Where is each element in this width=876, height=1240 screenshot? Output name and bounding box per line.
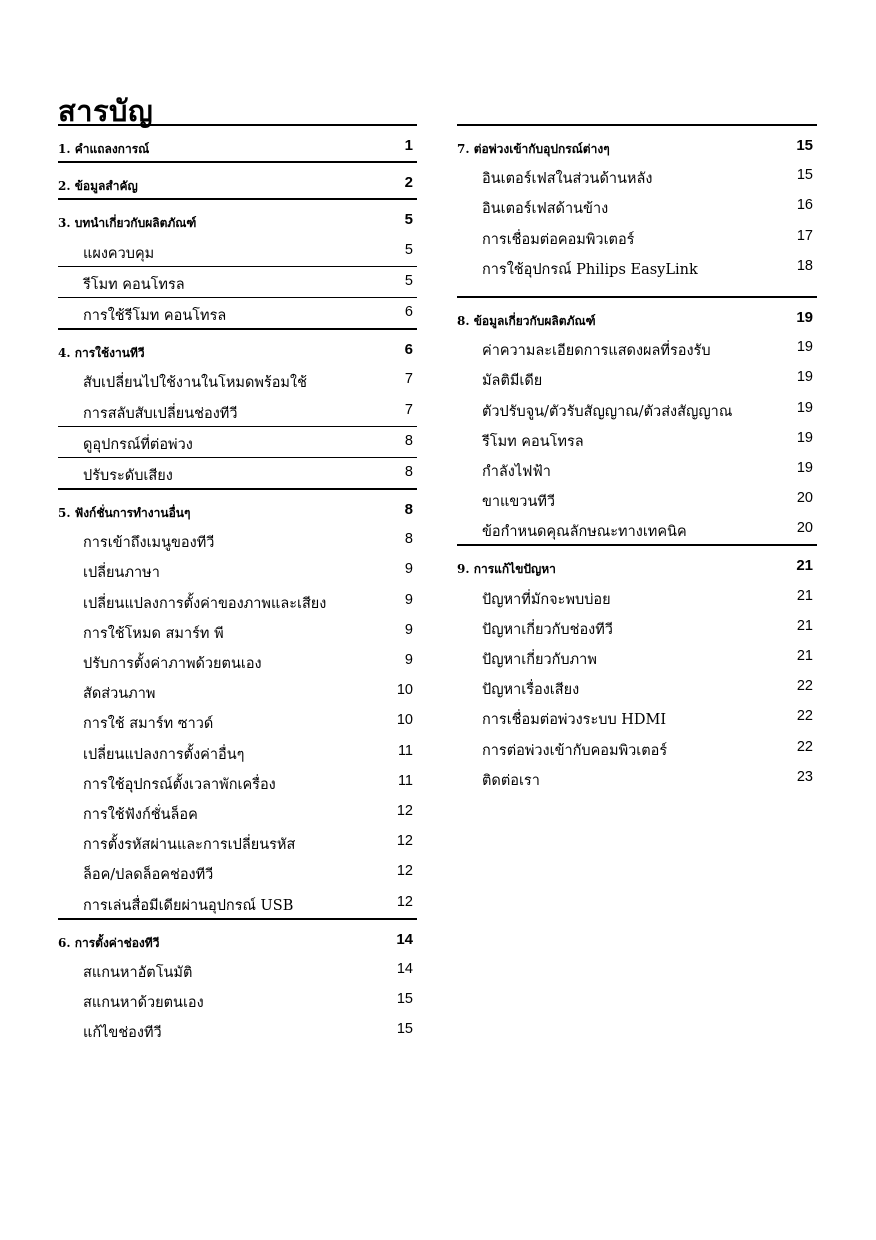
entry-page: 10 [396, 712, 413, 729]
toc-entry-row[interactable] [457, 424, 817, 454]
toc-entry-row[interactable] [58, 676, 417, 706]
entry-label: การตั้งรหัสผ่านและการเปลี่ยนรหัส [83, 837, 296, 854]
entry-page: 5 [404, 272, 413, 289]
chapter-label: 6. การตั้งค่าช่องทีวี [58, 935, 160, 950]
entry-page: 19 [796, 369, 813, 386]
entry-label: ค่าความละเอียดการแสดงผลที่รองรับ [482, 343, 711, 360]
entry-label: การเชื่อมต่อพ่วงระบบ HDMI [482, 712, 667, 729]
toc-entry-row[interactable] [58, 797, 417, 827]
toc-entry-row[interactable] [457, 252, 817, 282]
chapter-page: 5 [404, 211, 413, 229]
entry-label: ขาแขวนทีวี [482, 494, 556, 511]
chapter-page: 14 [396, 930, 413, 948]
entry-page: 23 [796, 768, 813, 785]
entry-page: 12 [396, 893, 413, 910]
entry-label: เปลี่ยนภาษา [83, 565, 160, 582]
entry-page: 12 [396, 833, 413, 850]
toc-entry-row[interactable] [457, 222, 817, 252]
entry-page: 11 [397, 742, 413, 759]
toc-entry-row[interactable] [58, 365, 417, 395]
entry-label: อินเตอร์เฟสด้านข้าง [482, 201, 609, 218]
toc-chapter-row[interactable] [58, 495, 417, 525]
toc-entry-row[interactable] [58, 1015, 417, 1045]
entry-page: 8 [404, 531, 413, 548]
toc-entry-row[interactable] [58, 767, 417, 797]
toc-entry-row[interactable] [457, 733, 817, 763]
chapter-label: 1. คำแถลงการณ์ [58, 142, 150, 156]
entry-label: ปัญหาเรื่องเสียง [482, 682, 580, 699]
toc-entry-row[interactable] [58, 427, 417, 458]
entry-page: 12 [396, 863, 413, 880]
toc-entry-row[interactable] [457, 582, 817, 612]
toc-entry-row[interactable] [457, 454, 817, 484]
toc-entry-row[interactable] [58, 525, 417, 555]
toc-entry-row[interactable] [58, 458, 417, 488]
chapter-page: 1 [404, 137, 413, 154]
toc-chapter-row[interactable] [58, 925, 417, 955]
chapter-page: 21 [796, 557, 813, 575]
toc-entry-row[interactable] [58, 857, 417, 887]
toc-entry-row[interactable] [58, 888, 417, 918]
entry-label: การใช้อุปกรณ์ Philips EasyLink [482, 261, 698, 278]
toc-section [58, 488, 417, 918]
entry-label: แก้ไขช่องทีวี [83, 1025, 162, 1042]
entry-label: มัลติมีเดีย [482, 373, 543, 390]
entry-page: 22 [796, 738, 813, 755]
entry-label: ปัญหาเกี่ยวกับช่องทีวี [482, 621, 613, 638]
toc-entry-row[interactable] [58, 236, 417, 267]
entry-page: 22 [796, 708, 813, 725]
toc-entry-row[interactable] [58, 706, 417, 736]
toc-entry-row[interactable] [58, 827, 417, 857]
entry-page: 14 [396, 960, 413, 977]
toc-entry-row[interactable] [457, 394, 817, 424]
entry-label: การใช้รีโมท คอนโทรล [83, 307, 227, 324]
entry-page: 19 [796, 339, 813, 356]
entry-label: ปัญหาเกี่ยวกับภาพ [482, 652, 597, 668]
entry-page: 8 [404, 463, 413, 480]
chapter-label: 3. บทนำเกี่ยวกับผลิตภัณฑ์ [58, 216, 197, 231]
entry-page: 9 [404, 621, 413, 638]
entry-page: 20 [796, 490, 813, 507]
toc-entry-row[interactable] [58, 616, 417, 646]
entry-page: 19 [796, 399, 813, 416]
entry-label: ล็อค/ปลดล็อคช่องทีวี [83, 867, 214, 884]
entry-label: สัดส่วนภาพ [83, 686, 156, 703]
toc-entry-row[interactable] [58, 555, 417, 585]
toc-entry-row[interactable] [58, 586, 417, 616]
toc-entry-row[interactable] [58, 646, 417, 676]
toc-section [58, 124, 417, 161]
entry-label: เปลี่ยนแปลงการตั้งค่าอื่นๆ [83, 746, 245, 763]
toc-chapter-row[interactable] [457, 303, 817, 333]
toc-entry-row[interactable] [457, 333, 817, 363]
toc-entry-row[interactable] [457, 514, 817, 544]
entry-page: 7 [404, 371, 413, 388]
toc-entry-row[interactable] [58, 737, 417, 767]
entry-label: เปลี่ยนแปลงการตั้งค่าของภาพและเสียง [83, 595, 327, 612]
entry-page: 15 [796, 167, 813, 184]
entry-label: การเชื่อมต่อคอมพิวเตอร์ [482, 231, 635, 248]
entry-page: 21 [796, 617, 813, 634]
chapter-label: 4. การใช้งานทีวี [58, 346, 145, 361]
entry-label: การสลับสับเปลี่ยนช่องทีวี [83, 405, 238, 422]
entry-page: 16 [796, 197, 813, 214]
entry-label: การใช้ สมาร์ท ซาวด์ [83, 716, 214, 733]
toc-chapter-row[interactable] [58, 335, 417, 365]
toc-chapter-row[interactable] [457, 551, 817, 581]
entry-page: 12 [396, 802, 413, 819]
toc-section [457, 296, 817, 545]
entry-label: ดูอุปกรณ์ที่ต่อพ่วง [83, 436, 193, 453]
entry-page: 5 [404, 241, 413, 258]
toc-section [457, 124, 817, 282]
chapter-label: 9. การแก้ไขปัญหา [457, 562, 556, 577]
chapter-label: 7. ต่อพ่วงเข้ากับอุปกรณ์ต่างๆ [457, 142, 610, 156]
entry-label: ปรับระดับเสียง [83, 467, 173, 484]
entry-page: 9 [404, 652, 413, 668]
toc-entry-row[interactable] [457, 363, 817, 393]
toc-entry-row[interactable] [58, 396, 417, 427]
entry-label: ตัวปรับจูน/ตัวรับสัญญาณ/ตัวส่งสัญญาณ [482, 403, 733, 420]
toc-section [58, 328, 417, 488]
toc-entry-row[interactable] [58, 267, 417, 298]
entry-page: 9 [404, 591, 413, 608]
entry-page: 18 [796, 257, 813, 274]
entry-label: ปัญหาที่มักจะพบบ่อย [482, 591, 611, 608]
entry-label: สแกนหาด้วยตนเอง [83, 995, 204, 1012]
entry-page: 15 [396, 991, 413, 1008]
entry-label: การใช้ฟังก์ชั่นล็อค [83, 806, 198, 823]
entry-label: การต่อพ่วงเข้ากับคอมพิวเตอร์ [482, 742, 668, 759]
entry-label: อินเตอร์เฟสในส่วนด้านหลัง [482, 171, 653, 188]
entry-page: 8 [404, 432, 413, 449]
entry-label: การใช้โหมด สมาร์ท พี [83, 625, 224, 642]
chapter-page: 19 [796, 308, 813, 326]
entry-page: 6 [404, 303, 413, 320]
chapter-page: 6 [404, 341, 413, 359]
entry-page: 17 [796, 227, 813, 244]
toc-section [457, 544, 817, 793]
toc-chapter-row[interactable] [58, 131, 417, 161]
entry-page: 21 [796, 648, 813, 664]
entry-label: ติดต่อเรา [482, 772, 540, 789]
chapter-label: 2. ข้อมูลสำคัญ [58, 179, 138, 194]
entry-label: สแกนหาอัตโนมัติ [83, 964, 193, 981]
toc-entry-row[interactable] [457, 763, 817, 793]
toc-section [58, 198, 417, 328]
chapter-page: 8 [404, 501, 413, 519]
entry-label: รีโมท คอนโทรล [482, 433, 584, 450]
toc-right-column [457, 124, 817, 793]
entry-label: สับเปลี่ยนไปใช้งานในโหมดพร้อมใช้ [83, 375, 307, 392]
toc-chapter-row[interactable] [58, 205, 417, 235]
entry-page: 19 [796, 459, 813, 476]
entry-label: ข้อกำหนดคุณลักษณะทางเทคนิค [482, 524, 687, 541]
toc-left-column [58, 124, 417, 1045]
entry-label: ปรับการตั้งค่าภาพด้วยตนเอง [83, 656, 262, 672]
entry-page: 20 [796, 520, 813, 537]
entry-label: กำลังไฟฟ้า [482, 463, 551, 480]
entry-page: 7 [404, 401, 413, 418]
page-title: สารบัญ [58, 94, 154, 129]
entry-page: 9 [404, 561, 413, 578]
toc-entry-row[interactable] [58, 298, 417, 328]
toc-entry-row[interactable] [457, 191, 817, 221]
toc-section [58, 918, 417, 1046]
entry-page: 21 [796, 587, 813, 604]
chapter-label: 5. ฟังก์ชั่นการทำงานอื่นๆ [58, 506, 191, 521]
entry-page: 19 [796, 429, 813, 446]
chapter-page: 15 [796, 137, 813, 154]
entry-label: การเล่นสื่อมีเดียผ่านอุปกรณ์ USB [83, 897, 294, 914]
entry-page: 10 [396, 682, 413, 699]
toc-entry-row[interactable] [457, 484, 817, 514]
entry-page: 22 [796, 678, 813, 695]
toc-entry-row[interactable] [457, 702, 817, 732]
toc-entry-row[interactable] [457, 161, 817, 191]
entry-label: การเข้าถึงเมนูของทีวี [83, 535, 215, 552]
toc-entry-row[interactable] [457, 642, 817, 672]
entry-label: รีโมท คอนโทรล [83, 276, 185, 293]
entry-page: 15 [396, 1021, 413, 1038]
toc-section [58, 161, 417, 198]
entry-label: แผงควบคุม [83, 245, 155, 262]
entry-label: การใช้อุปกรณ์ตั้งเวลาพักเครื่อง [83, 776, 276, 793]
chapter-page: 2 [404, 174, 413, 192]
toc-entry-row[interactable] [58, 955, 417, 985]
toc-chapter-row[interactable] [457, 131, 817, 161]
chapter-label: 8. ข้อมูลเกี่ยวกับผลิตภัณฑ์ [457, 313, 596, 328]
toc-entry-row[interactable] [457, 672, 817, 702]
toc-chapter-row[interactable] [58, 168, 417, 198]
entry-page: 11 [397, 772, 413, 789]
toc-entry-row[interactable] [457, 612, 817, 642]
toc-entry-row[interactable] [58, 985, 417, 1015]
